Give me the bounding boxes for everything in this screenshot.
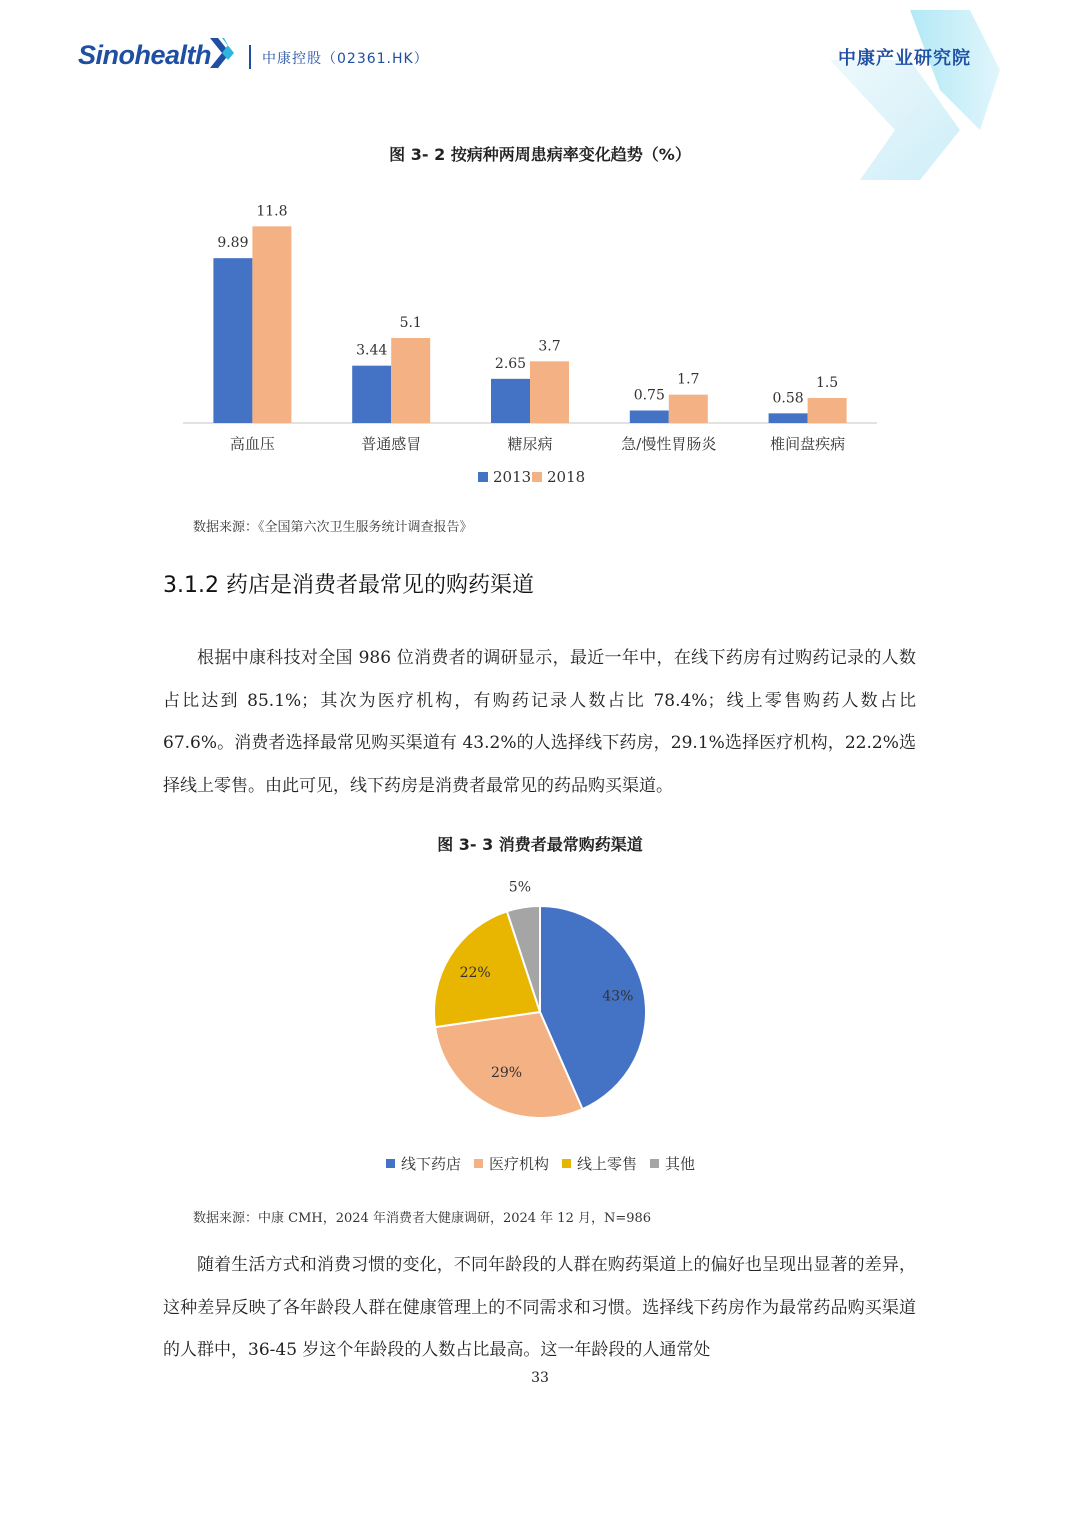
legend-label: 线上零售 [577,1155,638,1173]
legend-swatch-2013 [478,472,488,482]
legend-swatch-2 [474,1159,483,1168]
legend-label: 2018 [547,468,586,486]
bar-2018-1 [252,226,291,423]
pie-chart [0,870,1080,1190]
sinohealth-logo: Sinohealth [78,40,212,70]
slice-label: 5% [508,879,532,896]
category-label: 高血压 [229,435,275,453]
figure-source-bar-chart: 数据来源：《全国第六次卫生服务统计调查报告》 [193,520,473,535]
section-heading: 3.1.2 药店是消费者最常见的购药渠道 [163,573,534,598]
bar-2013-4 [630,411,669,424]
legend-swatch-1 [386,1159,395,1168]
legend-swatch-4 [650,1159,659,1168]
data-label: 1.5 [815,375,839,391]
bar-2018-5 [808,398,847,423]
bar-chart [0,190,1080,510]
slice-label: 43% [602,988,634,1005]
bar-2013-1 [213,258,252,423]
figure-source-pie-chart: 数据来源：中康 CMH，2024 年消费者大健康调研，2024 年 12 月，N=986 [193,1211,652,1226]
institute-name: 中康产业研究院 [838,48,971,69]
header-divider [249,45,251,69]
data-label: 3.44 [356,342,388,359]
data-label: 0.75 [633,387,665,404]
data-label: 11.8 [256,203,288,220]
body-paragraph: 根据中康科技对全国 986 位消费者的调研显示，最近一年中，在线下药房有过购药记录的人数占比达到 85.1%；其次为医疗机构，有购药记录人数占比 78.4%；线上零售购药人数占比 67.6%。消费者选择最常见购买渠道有 43.2%的人选择线下药房，29.1%选择医疗机构，22.2%选择线上零售。由此可见，线下药房是消费者最常见的药品购买渠道。 [163,648,916,796]
figure-title-pie-chart: 图 3- 3 消费者最常购药渠道 [437,835,643,854]
data-label: 3.7 [538,338,561,355]
data-label: 5.1 [399,315,422,331]
category-label: 糖尿病 [507,435,553,453]
page-number: 33 [531,1370,549,1386]
category-label: 急/慢性胃肠炎 [621,435,717,453]
legend-label: 其他 [665,1155,696,1173]
legend-swatch-3 [562,1159,571,1168]
slice-label: 22% [459,964,491,981]
figure-title-bar-chart: 图 3- 2 按病种两周患病率变化趋势（%） [389,145,691,164]
stock-code-label: 中康控股（02361.HK） [262,51,429,67]
bar-2018-3 [530,361,569,423]
slice-label: 29% [490,1065,523,1082]
category-label: 椎间盘疾病 [770,435,846,453]
body-paragraph-2: 随着生活方式和消费习惯的变化，不同年龄段的人群在购药渠道上的偏好也呈现出显著的差异，这种差异反映了各年龄段人群在健康管理上的不同需求和习惯。选择线下药房作为最常药品购买渠道的人群中，36-45 岁这个年龄段的人数占比最高。这一年龄段的人通常处 [163,1255,916,1360]
bar-2013-2 [352,366,391,423]
legend-label: 2013 [493,468,532,486]
category-label: 普通感冒 [361,435,422,453]
legend-label: 医疗机构 [489,1155,550,1173]
legend-label: 线下药店 [401,1155,462,1173]
logo-chevron-icon [208,36,238,70]
data-label: 2.65 [494,355,527,372]
data-label: 0.58 [772,390,804,407]
legend-swatch-2018 [532,472,542,482]
data-label: 9.89 [217,235,249,252]
bar-2018-2 [391,338,430,423]
bar-2018-4 [669,395,708,423]
bar-2013-3 [491,379,530,423]
data-label: 1.7 [677,371,700,388]
bar-2013-5 [769,413,808,423]
